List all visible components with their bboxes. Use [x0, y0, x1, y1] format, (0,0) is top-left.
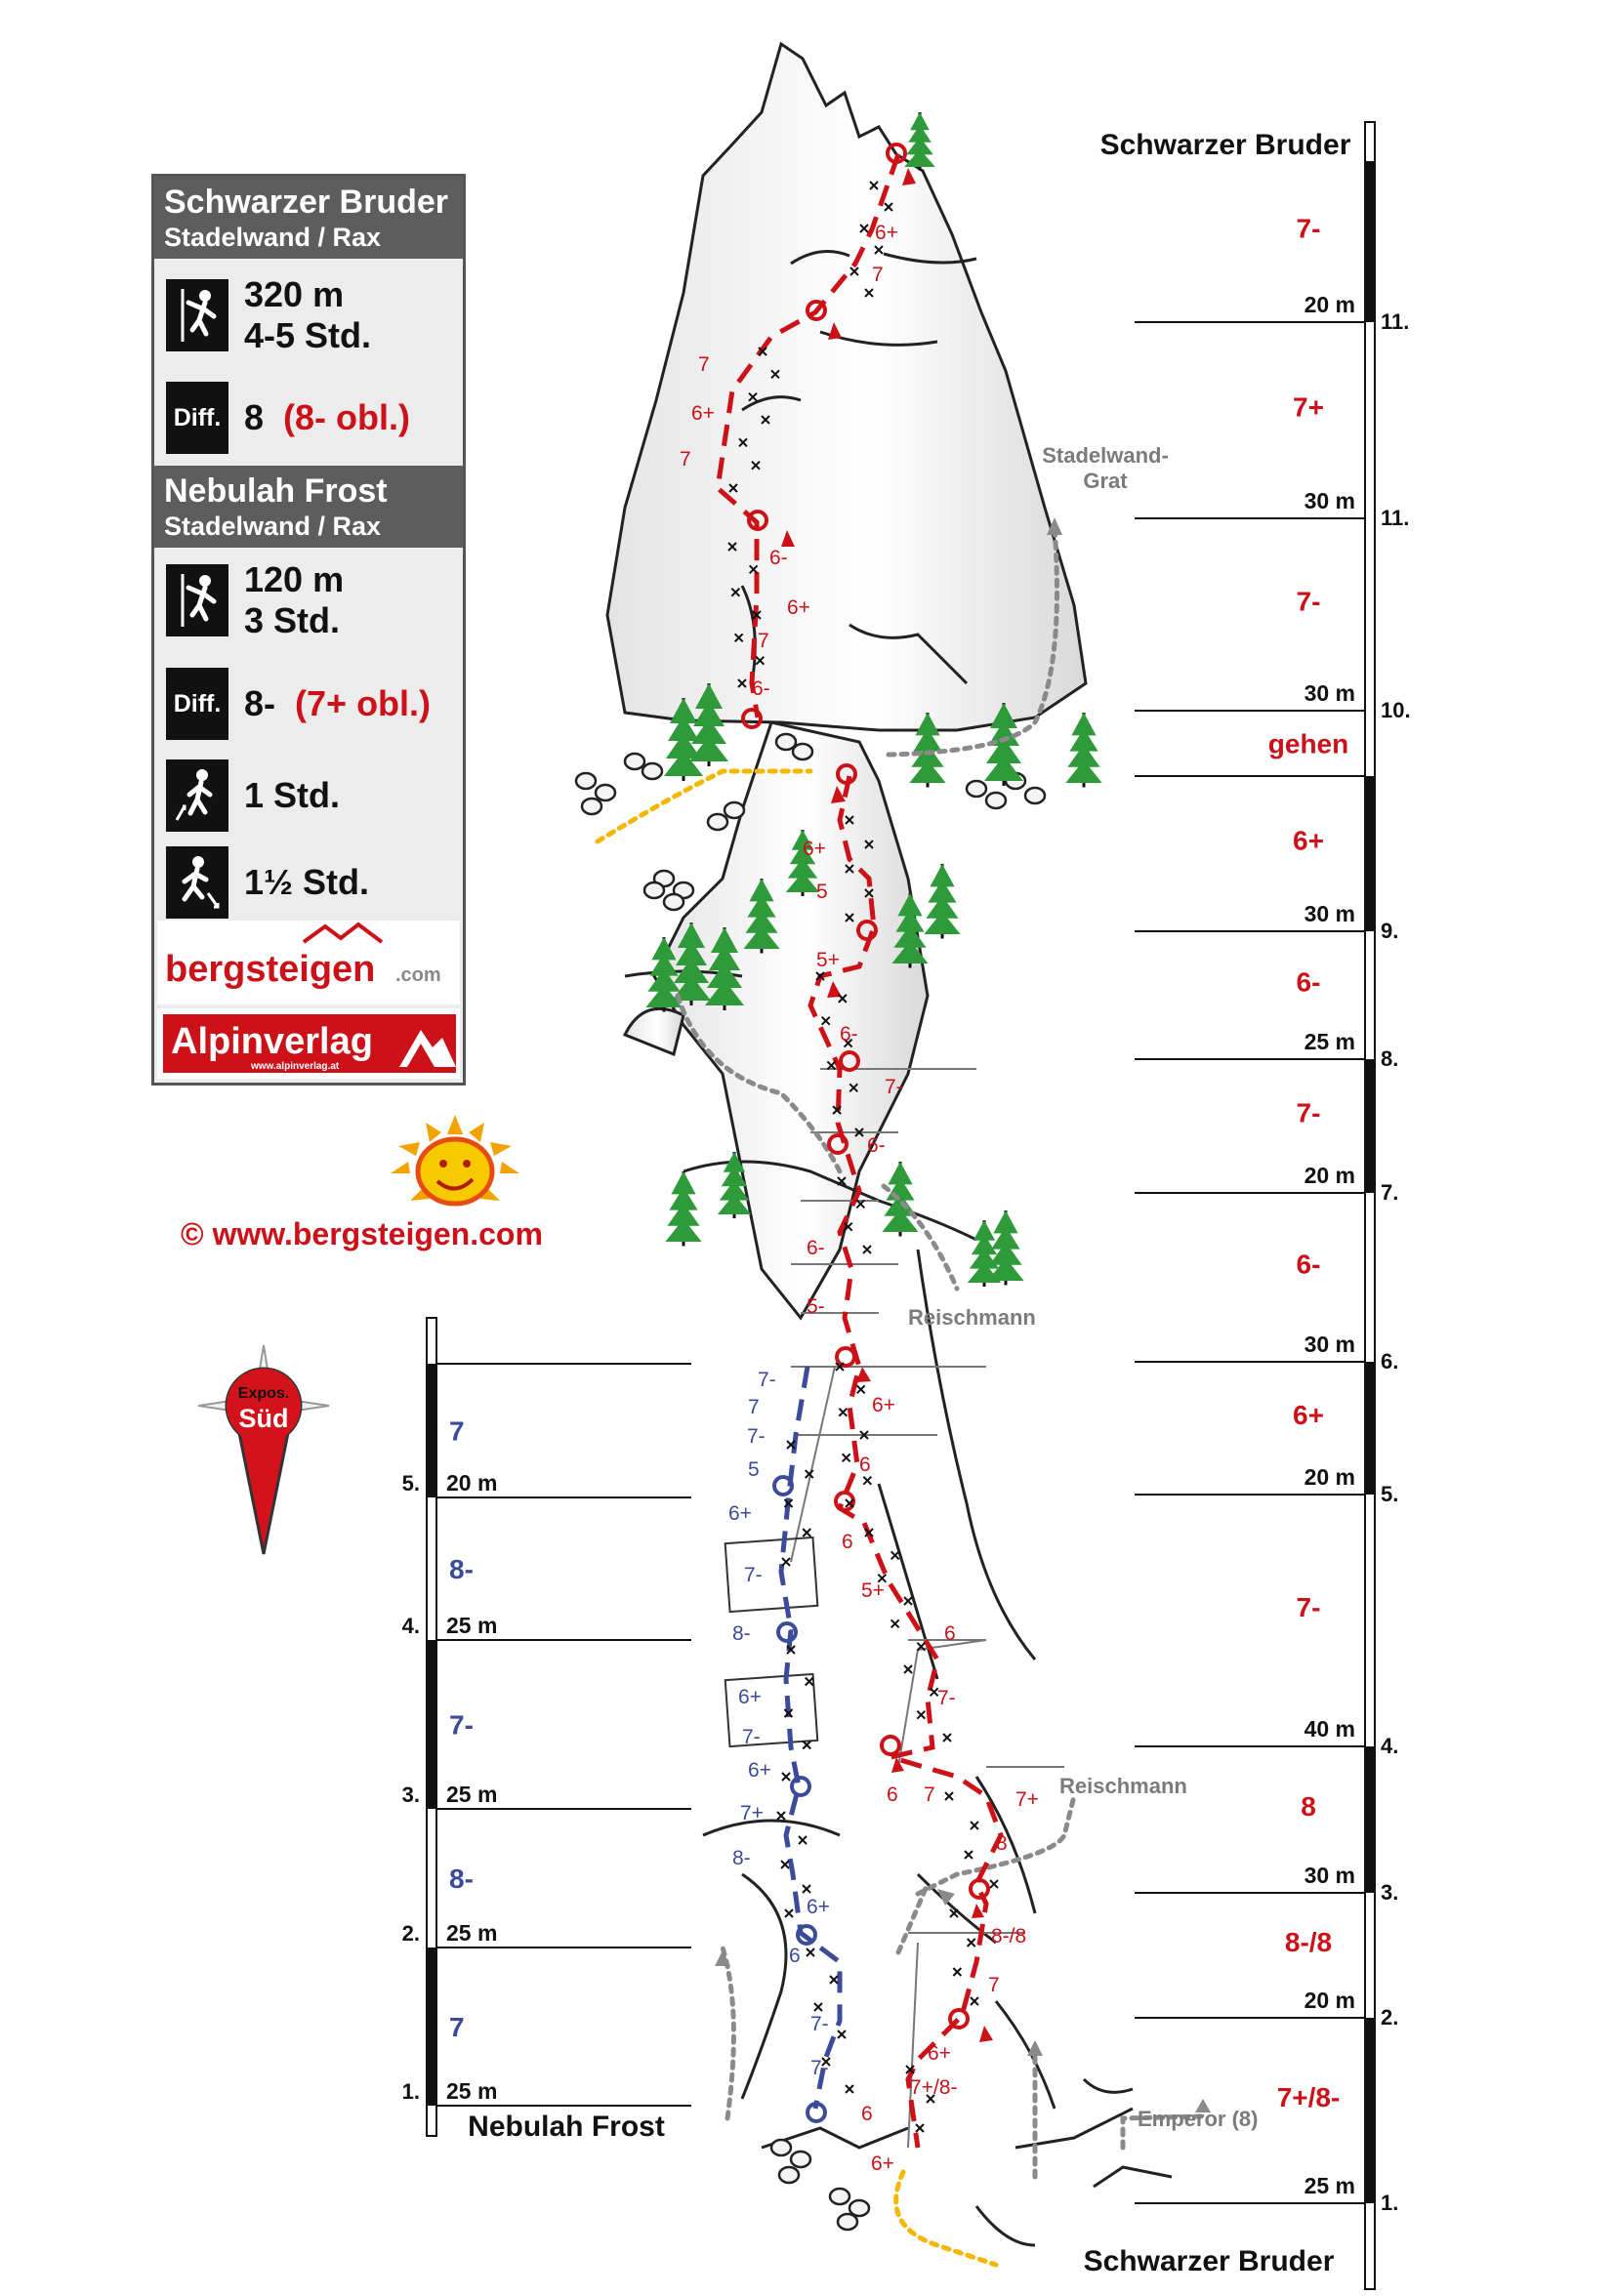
bolt-mark [916, 2124, 924, 2132]
pitch-number: 11. [1381, 506, 1410, 530]
pitch-number: 5. [401, 1471, 420, 1496]
route-grade-blue: 7- [742, 1726, 761, 1748]
route-grade-red: 5+ [861, 1579, 885, 1602]
bolt-mark [943, 1734, 951, 1742]
bolt-mark [777, 1812, 785, 1820]
label-reischmann-1: Reischmann [908, 1305, 1036, 1330]
tree [904, 112, 935, 171]
route-grade-blue: 6+ [807, 1896, 830, 1918]
route-grade-red: 5- [807, 1295, 825, 1318]
pitch-grade: 7- [1296, 1592, 1321, 1622]
route-grade-blue: 8- [732, 1847, 751, 1869]
bolt-mark [971, 1997, 978, 2005]
bolt-mark [863, 1477, 871, 1485]
label-emperor: Emperor (8) [1138, 2107, 1259, 2131]
scale-segment [1365, 2018, 1375, 2203]
pitch-length: 25 m [446, 1782, 498, 1807]
bottom-route-title: Schwarzer Bruder [1083, 2245, 1335, 2277]
route-grade-red: 6- [752, 677, 770, 700]
bolt-mark [838, 2030, 846, 2038]
pitch-length: 20 m [1304, 1988, 1355, 2013]
bolt-mark [863, 1246, 871, 1253]
route2-difficulty: 8- [244, 683, 276, 723]
tree [1065, 713, 1101, 788]
route1-obligatory: (8- obl.) [283, 397, 411, 437]
pitch-grade: 8 [1301, 1791, 1316, 1822]
pitch-number: 1. [1381, 2191, 1399, 2215]
route-grade-red: 6 [859, 1454, 871, 1476]
route-grade-red: 6+ [691, 402, 715, 425]
tree [882, 1162, 918, 1237]
pitch-length: 25 m [1304, 2173, 1355, 2198]
bolt-mark [904, 1665, 912, 1673]
route-grade-blue: 6+ [728, 1502, 752, 1525]
scale-segment [427, 1364, 436, 1497]
route-grade-blue: 7- [810, 2057, 829, 2079]
pitch-number: 7. [1381, 1180, 1399, 1205]
route-grade-blue: 8- [732, 1622, 751, 1645]
brand2-url: www.alpinverlag.at [251, 1061, 340, 1072]
route-grade-red: 7- [937, 1687, 956, 1709]
tree [987, 1210, 1023, 1286]
route-grade-red: 6+ [803, 838, 826, 860]
route2-location: Stadelwand / Rax [164, 512, 382, 541]
scale-segment [427, 1640, 436, 1809]
pitch-length: 30 m [1304, 680, 1355, 706]
pitch-length: 40 m [1304, 1716, 1355, 1742]
pitch-grade: 7- [449, 1709, 474, 1741]
pitch-length: 25 m [446, 1613, 498, 1638]
route-grade-red: 6- [867, 1134, 886, 1157]
tree [665, 1171, 701, 1247]
route-grade-red: 6+ [875, 222, 898, 244]
route-grade-red: 7 [698, 353, 710, 376]
left-route-title: Nebulah Frost [468, 2111, 665, 2143]
bolt-mark [857, 1385, 865, 1393]
pitch-length: 20 m [1304, 1464, 1355, 1490]
scale-segment [427, 1948, 436, 2106]
route-grade-red: 7 [680, 448, 691, 471]
route-grade-red: 6 [944, 1622, 956, 1645]
pitch-grade: 7- [1296, 1097, 1321, 1128]
pitch-grade: 7 [449, 2012, 465, 2042]
bolt-mark [799, 1836, 807, 1844]
compass-line2: Süd [238, 1404, 289, 1433]
pitch-number: 11. [1381, 309, 1410, 334]
pitch-grade: 7- [1296, 213, 1321, 244]
bolt-mark [814, 2003, 822, 2011]
pitch-grade: gehen [1267, 728, 1349, 759]
pitch-number: 8. [1381, 1046, 1399, 1071]
pitch-grade: 8-/8 [1284, 1927, 1333, 1957]
pitch-number: 10. [1381, 698, 1411, 722]
route2-time: 3 Std. [244, 600, 341, 640]
pitch-length: 30 m [1304, 488, 1355, 513]
bolt-mark [839, 1409, 847, 1416]
pitch-scale-nebulah-frost [402, 1318, 691, 2143]
pitch-number: 1. [401, 2079, 420, 2104]
route-grade-blue: 7- [758, 1369, 776, 1391]
route-grade-red: 7 [988, 1974, 1000, 1996]
bolt-mark [950, 1909, 958, 1917]
bolt-mark [830, 1976, 838, 1984]
route-grade-red: 8-/8 [991, 1925, 1027, 1948]
route2-name: Nebulah Frost [164, 472, 388, 510]
route-grade-blue: 6+ [738, 1686, 762, 1708]
tree [924, 864, 960, 939]
top-route-title: Schwarzer Bruder [1099, 129, 1351, 161]
bolt-mark [807, 1948, 814, 1956]
scale-segment [1365, 1362, 1375, 1495]
bolt-mark [782, 1558, 790, 1566]
brand2-text: Alpinverlag [171, 1021, 373, 1062]
bolt-mark [782, 1773, 790, 1781]
bolt-mark [990, 1880, 998, 1888]
route-grade-red: 7+ [1015, 1788, 1039, 1811]
bolt-mark [785, 1909, 793, 1917]
route-grade-blue: 7- [747, 1425, 766, 1448]
summit-tower [607, 44, 1086, 730]
pitch-number: 2. [1381, 2005, 1399, 2030]
route-grade-red: 5 [816, 881, 828, 903]
route1-difficulty: 8 [244, 397, 265, 437]
bolt-mark [965, 1851, 973, 1859]
pitch-number: 6. [1381, 1349, 1399, 1374]
route-grade-blue: 6 [789, 1945, 801, 1967]
route-grade-red: 6- [807, 1237, 825, 1259]
pitch-length: 20 m [1304, 292, 1355, 317]
pitch-length: 30 m [1304, 1863, 1355, 1888]
copyright-text: © www.bergsteigen.com [181, 1216, 543, 1251]
pitch-grade: 6- [1296, 1249, 1321, 1280]
scale-segment [1365, 1746, 1375, 1893]
difficulty-icon: Diff. [166, 668, 228, 740]
pitch-number: 4. [401, 1614, 420, 1638]
label-reischmann-2: Reischmann [1059, 1774, 1187, 1798]
bolt-mark [971, 1822, 978, 1829]
route-grade-red: 6- [769, 547, 788, 569]
pitch-number: 9. [1381, 919, 1399, 943]
pitch-number: 3. [401, 1783, 420, 1807]
route-grade-blue: 6+ [748, 1759, 771, 1782]
route-grade-blue: 5 [748, 1458, 760, 1481]
route-grade-red: 7 [924, 1784, 935, 1806]
pitch-length: 25 m [446, 1920, 498, 1946]
pitch-number: 5. [1381, 1482, 1399, 1506]
pitch-grade: 6+ [1293, 825, 1324, 856]
difficulty-icon: Diff. [166, 382, 228, 454]
pitch-grade: 7- [1296, 586, 1321, 617]
scale-segment [1365, 1059, 1375, 1193]
compass-line1: Expos. [237, 1385, 290, 1402]
bolt-mark [803, 1885, 810, 1893]
route-grade-red: 6- [840, 1023, 858, 1046]
pitch-grade: 7 [449, 1415, 465, 1447]
pitch-grade: 7+/8- [1276, 2082, 1341, 2112]
bolt-mark [846, 2085, 853, 2093]
bolt-mark [803, 1742, 810, 1749]
pitch-length: 25 m [446, 2078, 498, 2104]
bolt-mark [945, 1792, 953, 1800]
route-grade-red: 5+ [816, 949, 840, 971]
descent-time: 1½ Std. [244, 862, 370, 902]
route-grade-red: 6 [861, 2103, 873, 2125]
pitch-grade: 8- [449, 1864, 474, 1894]
route2-length: 120 m [244, 559, 345, 599]
bolt-mark [891, 1620, 899, 1627]
route-grade-blue: 7- [810, 2013, 829, 2035]
route-grade-blue: 7- [744, 1564, 763, 1586]
route-grade-blue: 7 [748, 1396, 760, 1418]
route-grade-red: 6+ [872, 1394, 895, 1416]
route-grade-blue: 7+ [740, 1802, 764, 1824]
route-grade-red: 7+/8- [910, 2076, 958, 2099]
pitch-grade: 6- [1296, 966, 1321, 998]
pitch-length: 20 m [1304, 1163, 1355, 1188]
middle-rock [625, 722, 928, 1318]
route-grade-red: 7- [885, 1076, 903, 1098]
label-stadelwand-grat-2: Grat [1083, 469, 1128, 493]
pitch-grade: 7+ [1293, 391, 1324, 423]
scale-segment [1365, 776, 1375, 931]
pitch-length: 30 m [1304, 901, 1355, 926]
scale-segment [1365, 161, 1375, 322]
pitch-number: 2. [401, 1921, 420, 1946]
right-scale-bar-outline [1365, 122, 1375, 2289]
route1-length: 320 m [244, 274, 345, 314]
approach-time: 1 Std. [244, 775, 341, 815]
bolt-mark [953, 1968, 961, 1976]
pitch-grade: 6+ [1293, 1400, 1324, 1430]
route-grade-red: 6+ [928, 2042, 951, 2065]
bolt-mark [904, 1597, 912, 1605]
route-grade-red: 7 [758, 630, 769, 652]
route-grade-red: 6+ [871, 2152, 894, 2175]
route-grade-red: 8 [996, 1832, 1008, 1855]
pitch-number: 4. [1381, 1734, 1399, 1758]
route1-time: 4-5 Std. [244, 315, 372, 355]
route-grade-red: 6+ [787, 596, 810, 619]
route-grade-red: 6 [887, 1784, 898, 1806]
lower-wall-lines [625, 971, 1172, 2245]
bolt-mark [803, 1529, 810, 1537]
route1-name: Schwarzer Bruder [164, 184, 448, 221]
pitch-length: 20 m [446, 1470, 498, 1496]
brand1-text: bergsteigen [165, 949, 376, 990]
bolt-mark [843, 1454, 850, 1461]
route2-obligatory: (7+ obl.) [295, 683, 432, 723]
route-grade-red: 6 [842, 1531, 853, 1553]
pitch-length: 30 m [1304, 1332, 1355, 1357]
bolt-mark [917, 1711, 925, 1719]
pitch-number: 3. [1381, 1880, 1399, 1905]
label-stadelwand-grat-1: Stadelwand- [1042, 443, 1169, 468]
route-grade-red: 7 [872, 264, 884, 286]
bolt-mark [806, 1678, 813, 1686]
bolt-mark [781, 1861, 789, 1868]
bolt-mark [968, 1939, 975, 1947]
bolt-mark [891, 1551, 899, 1559]
pitch-length: 25 m [1304, 1029, 1355, 1054]
brand1-suffix: .com [395, 964, 441, 986]
route1-location: Stadelwand / Rax [164, 223, 382, 252]
pitch-grade: 8- [449, 1554, 474, 1584]
